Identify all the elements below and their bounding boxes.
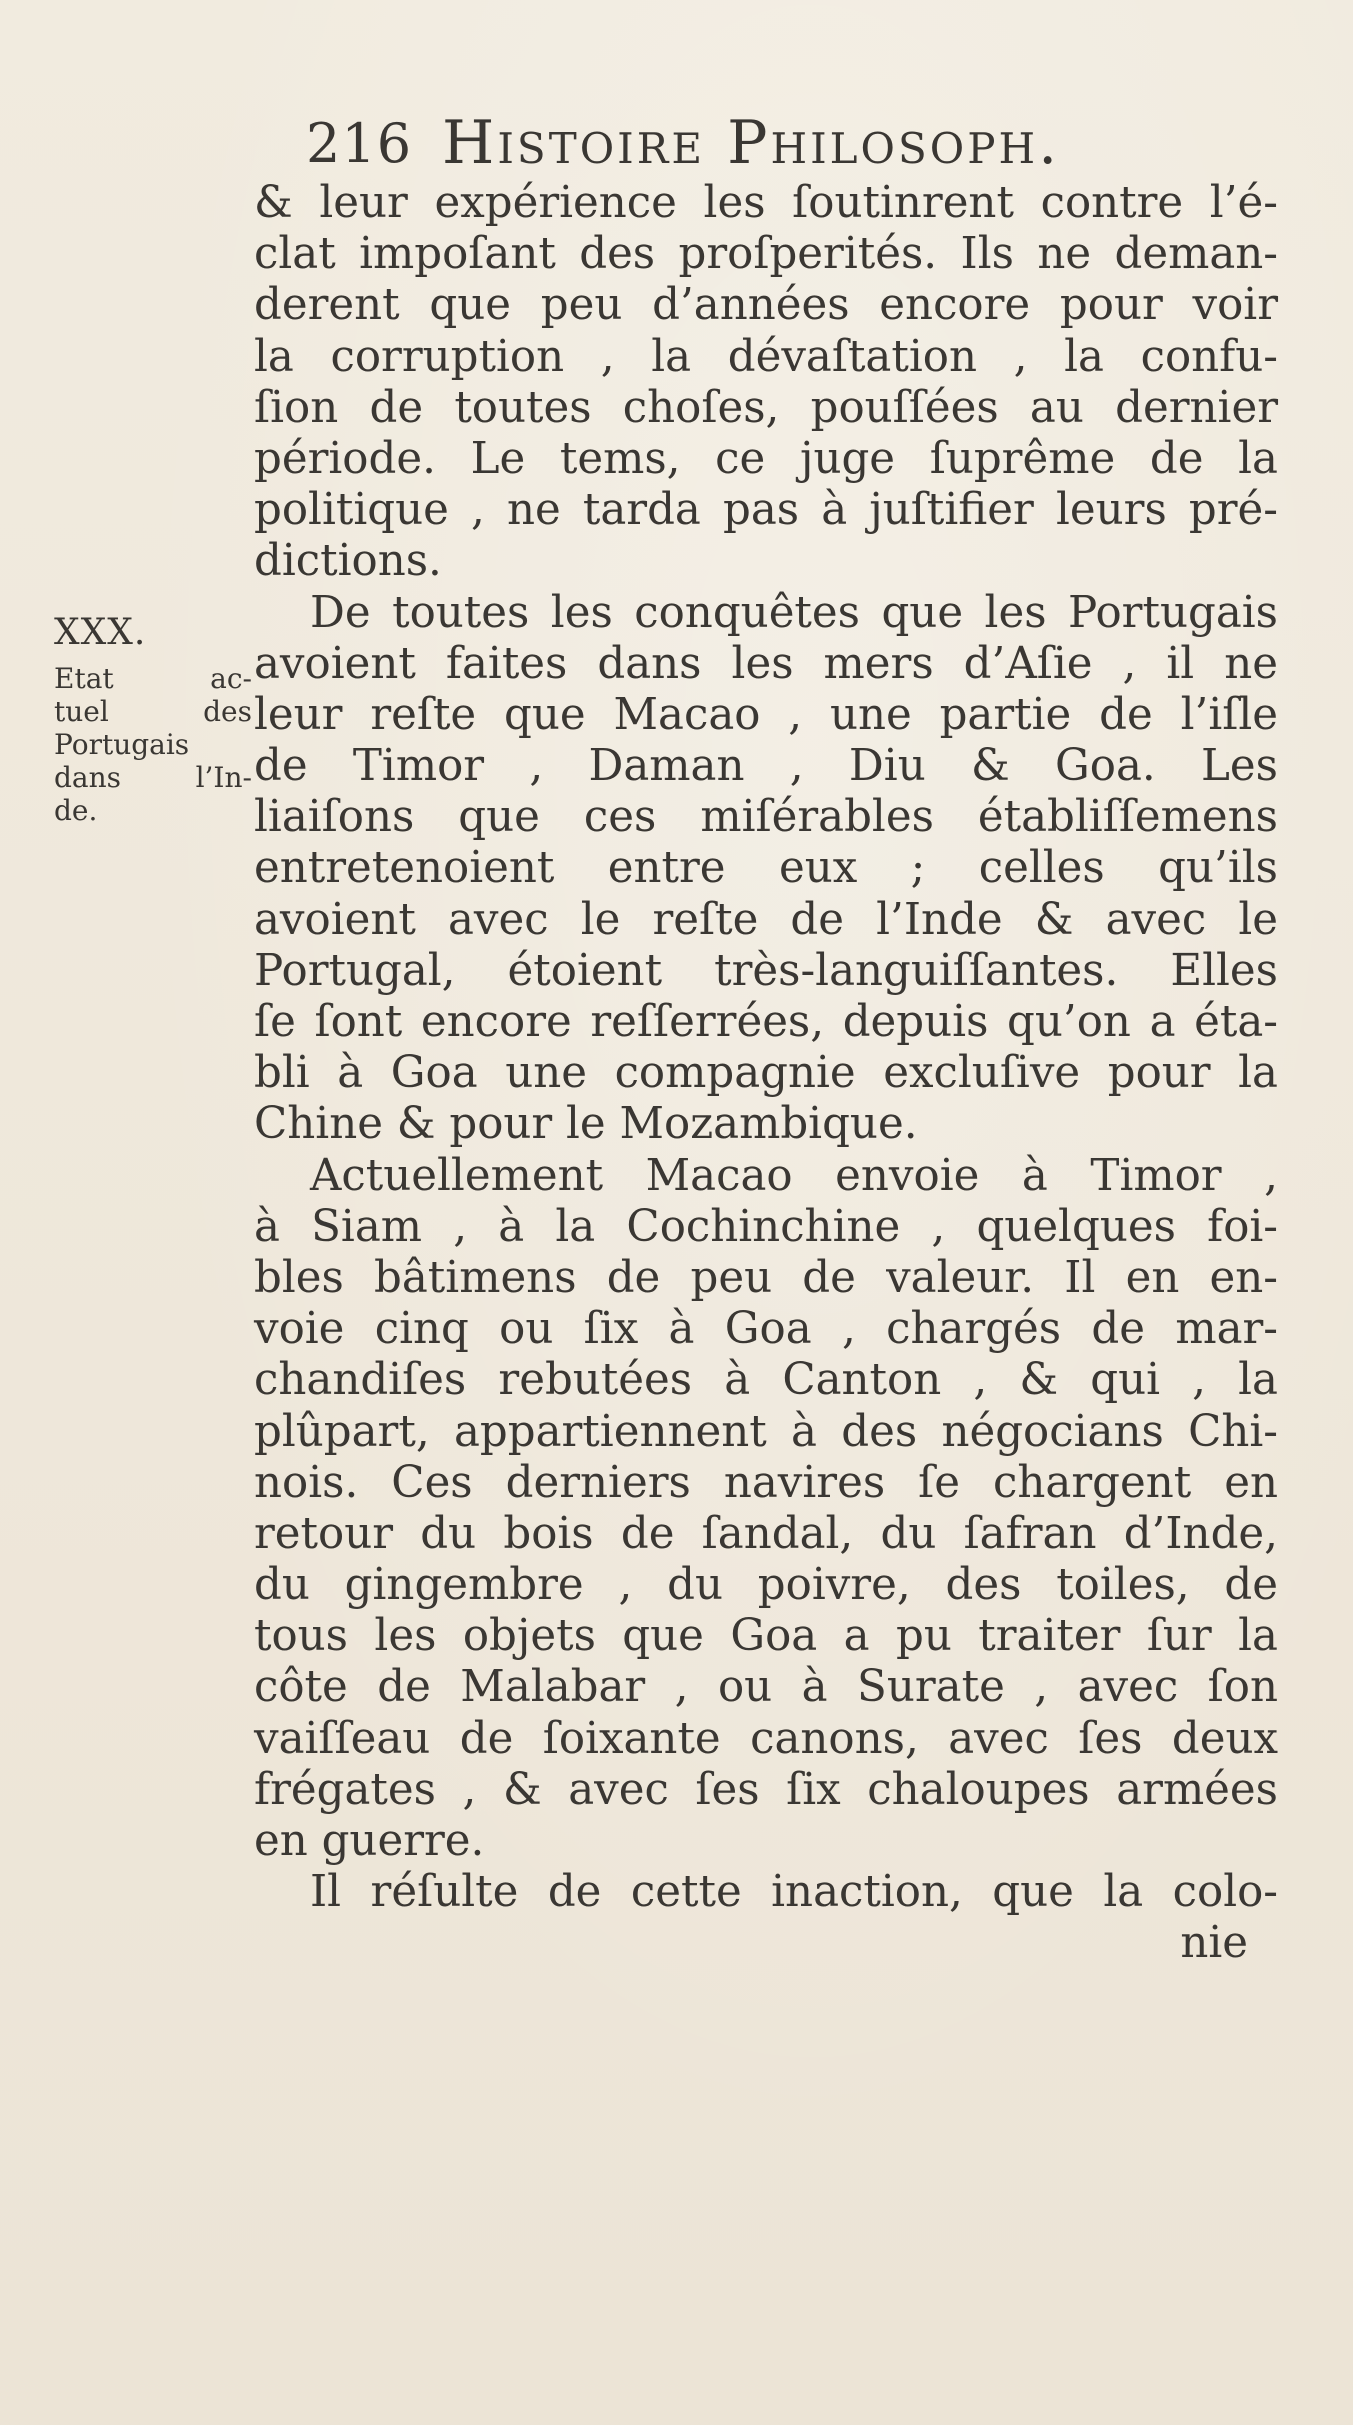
margin-note <box>54 608 252 827</box>
text-line: à Siam , à la Cochinchine , quelques foi- <box>254 1201 1278 1252</box>
text-line: frégates , & avec ſes ſix chaloupes armées <box>254 1764 1278 1815</box>
text-line: vaiſſeau de ſoixante canons, avec ſes deux <box>254 1713 1278 1764</box>
text-line: avoient avec le reſte de l’Inde & avec le <box>254 894 1278 945</box>
catchword: nie <box>1180 1918 1248 1969</box>
margin-note-line: Etat ac- <box>54 662 252 695</box>
text-line: derent que peu d’années encore pour voir <box>254 280 1278 331</box>
text-line: bles bâtimens de peu de valeur. Il en en- <box>254 1252 1278 1303</box>
text-line: chandiſes rebutées à Canton , & qui , la <box>254 1355 1278 1406</box>
text-line: retour du bois de ſandal, du ſafran d’Inde, <box>254 1508 1278 1559</box>
text-line: côte de Malabar , ou à Surate , avec ſon <box>254 1662 1278 1713</box>
text-line: du gingembre , du poivre, des toiles, de <box>254 1560 1278 1611</box>
text-line: période. Le tems, ce juge ſuprême de la <box>254 433 1278 484</box>
text-line: Actuellement Macao envoie à Timor , <box>310 1150 1278 1201</box>
margin-note-line: dans l’In- <box>54 761 252 794</box>
page-number: 216 <box>306 112 413 175</box>
text-line: & leur expérience les ſoutinrent contre l’é- <box>254 178 1278 228</box>
margin-note-line: tuel des <box>54 695 252 728</box>
text-line: en guerre. <box>254 1816 485 1866</box>
text-line: la corruption , la dévaſtation , la confu- <box>254 331 1278 382</box>
margin-note-line: Portugais <box>54 728 190 761</box>
text-line: Il réſulte de cette inaction, que la colo- <box>310 1867 1278 1918</box>
text-line: plûpart, appartiennent à des négocians Chi- <box>254 1406 1278 1457</box>
text-line: de Timor , Daman , Diu & Goa. Les <box>254 741 1278 792</box>
text-line: voie cinq ou ſix à Goa , chargés de mar- <box>254 1304 1278 1355</box>
body-text <box>254 178 1278 1970</box>
text-line: entretenoient entre eux ; celles qu’ils <box>254 843 1278 894</box>
text-line: politique , ne tarda pas à juſtifier leurs pré- <box>254 485 1278 536</box>
text-line: De toutes les conquêtes que les Portugais <box>310 587 1278 638</box>
section-number: XXX. <box>54 612 147 653</box>
text-line: dictions. <box>254 536 442 587</box>
text-line: tous les objets que Goa a pu traiter ſur la <box>254 1611 1278 1662</box>
text-line: Chine & pour le Mozambique. <box>254 1099 918 1150</box>
text-line: leur reſte que Macao , une partie de l’iſle <box>254 689 1278 740</box>
text-line: liaiſons que ces miſérables établiſſemens <box>254 792 1278 843</box>
text-line: avoient faites dans les mers d’Aſie , il ne <box>254 638 1278 689</box>
text-line: Portugal, étoient très-languiſſantes. Elles <box>254 945 1278 996</box>
margin-note-line: de. <box>54 794 98 827</box>
text-line: bli à Goa une compagnie excluſive pour la <box>254 1048 1278 1099</box>
running-head: Histoire Philosoph. <box>442 108 1061 178</box>
text-line: ſe ſont encore reſſerrées, depuis qu’on a éta- <box>254 997 1278 1047</box>
page-header <box>306 108 1206 184</box>
text-line: ſion de toutes choſes, pouſſées au dernier <box>254 382 1278 433</box>
text-line: clat impoſant des proſperités. Ils ne deman- <box>254 229 1278 280</box>
text-line: nois. Ces derniers navires ſe chargent en <box>254 1457 1278 1508</box>
